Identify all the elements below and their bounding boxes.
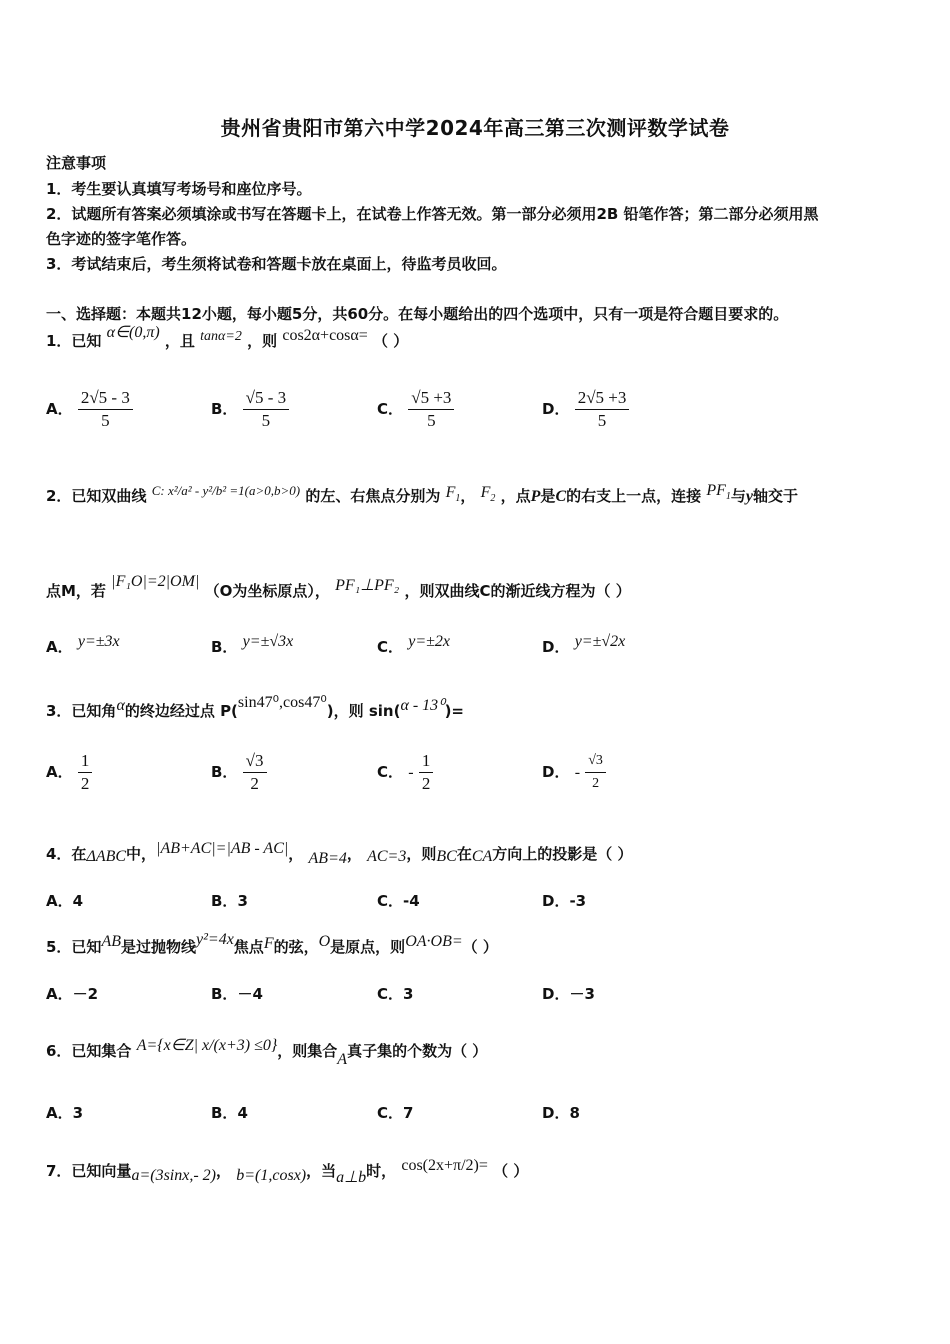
notice-item-2-cont: 色字迹的签字笔作答。 bbox=[46, 230, 197, 248]
option-text: 3 bbox=[403, 985, 414, 1003]
option-label: C． bbox=[377, 892, 404, 910]
q3-option-c[interactable] bbox=[377, 750, 433, 795]
numerator: 1 bbox=[419, 750, 434, 773]
option-label: A． bbox=[46, 763, 73, 781]
q5-blank: （ ） bbox=[462, 938, 498, 956]
q1-num: 1．已知 bbox=[46, 332, 102, 350]
q7-blank: （ ） bbox=[493, 1162, 529, 1180]
denominator: 5 bbox=[101, 411, 110, 430]
numerator: 2√5 - 3 bbox=[78, 387, 133, 410]
option-text: 7 bbox=[403, 1104, 414, 1122]
q6-num: 6．已知集合 bbox=[46, 1042, 132, 1060]
q7-vec-a: a=(3sinx,- 2) bbox=[131, 1167, 217, 1184]
q7-t2: 时， bbox=[366, 1162, 397, 1180]
page-title: 贵州省贵阳市第六中学2024年高三第三次测评数学试卷 bbox=[220, 116, 730, 140]
q5-o: O bbox=[318, 933, 331, 950]
denominator: 2 bbox=[80, 774, 90, 793]
option-label: C． bbox=[377, 638, 404, 656]
q5-option-b[interactable] bbox=[211, 983, 263, 1004]
q2-tail: ，则双曲线C的渐近线方程为（ ） bbox=[404, 582, 631, 600]
question-2: 2．已知双曲线 C: x²/a² - y²/b² =1(a>0,b>0) 的左、右焦点分别为 $F_1$， $F_2$ ，点P是C的右支上一点，连接 $PF_1$与y轴交于 bbox=[46, 482, 799, 505]
q1-option-d[interactable] bbox=[542, 387, 629, 432]
option-text: y=±2x bbox=[408, 633, 451, 650]
option-label: D． bbox=[542, 1104, 570, 1122]
q6-t2: 真子集的个数为（ ） bbox=[347, 1042, 488, 1060]
option-label: C． bbox=[377, 763, 404, 781]
notice-item-3: 3．考试结束后，考生须将试卷和答题卡放在桌面上，待监考员收回。 bbox=[46, 255, 507, 273]
q4-t1: 中， bbox=[126, 845, 157, 863]
q3-c-frac bbox=[419, 750, 434, 795]
q1-c-frac bbox=[408, 387, 454, 432]
q5-option-c[interactable] bbox=[377, 983, 413, 1004]
option-label: D． bbox=[542, 985, 570, 1003]
q6-option-a[interactable] bbox=[46, 1102, 83, 1123]
q5-option-a[interactable] bbox=[46, 983, 98, 1004]
option-text: －3 bbox=[569, 985, 595, 1003]
option-text: －2 bbox=[72, 985, 99, 1003]
option-label: C． bbox=[377, 400, 404, 418]
option-label: B． bbox=[211, 400, 238, 418]
denominator: 5 bbox=[427, 411, 436, 430]
q4-ac: AC=3 bbox=[367, 848, 407, 865]
option-sign: - bbox=[408, 764, 414, 781]
q4-ab: AB=4 bbox=[308, 850, 347, 867]
q6-a: A bbox=[337, 1051, 348, 1068]
option-text: －4 bbox=[237, 985, 263, 1003]
denominator: 2 bbox=[250, 774, 259, 793]
q4-option-d[interactable] bbox=[542, 890, 586, 911]
q2-option-d[interactable] bbox=[542, 633, 626, 657]
q6-t1: ，则集合 bbox=[277, 1042, 338, 1060]
q3-option-b[interactable] bbox=[211, 750, 267, 795]
option-text: 4 bbox=[72, 892, 84, 910]
q4-t4: 方向上的投影是（ ） bbox=[492, 845, 633, 863]
option-label: B． bbox=[211, 892, 238, 910]
q4-option-a[interactable] bbox=[46, 890, 83, 911]
q2-option-b[interactable] bbox=[211, 633, 294, 657]
option-label: D． bbox=[542, 763, 570, 781]
option-text: y=±3x bbox=[77, 633, 120, 650]
q5-t3: 的弦， bbox=[273, 938, 319, 956]
q4-num: 4．在 bbox=[46, 845, 87, 863]
q2-curve: C: x²/a² - y²/b² =1(a>0,b>0) bbox=[151, 483, 301, 498]
q3-d-frac bbox=[585, 750, 606, 795]
q7-perp: a⊥b bbox=[336, 1169, 367, 1186]
q3-alpha: α bbox=[116, 697, 125, 714]
q3-a-frac bbox=[78, 750, 93, 795]
section-heading: 一、选择题：本题共12小题，每小题5分，共60分。在每小题给出的四个选项中，只有一项是符合题目要求的。 bbox=[46, 305, 789, 323]
option-label: C． bbox=[377, 985, 404, 1003]
q2-pf1: $PF_1$ bbox=[706, 482, 731, 503]
question-6 bbox=[46, 1037, 488, 1068]
option-sign: - bbox=[574, 764, 581, 781]
denominator: 2 bbox=[421, 774, 431, 793]
option-text: y=±√2x bbox=[574, 633, 626, 650]
option-label: C． bbox=[377, 1104, 404, 1122]
option-label: B． bbox=[211, 1104, 238, 1122]
q5-t2: 焦点 bbox=[233, 938, 264, 956]
q3-num: 3．已知角 bbox=[46, 702, 117, 720]
q2-option-c[interactable] bbox=[377, 633, 451, 657]
numerator: 1 bbox=[78, 750, 93, 773]
q2-y: y bbox=[745, 488, 754, 505]
q4-option-b[interactable] bbox=[211, 890, 248, 911]
option-text: 4 bbox=[237, 1104, 248, 1122]
q1-cond2: tanα=2 bbox=[200, 329, 242, 344]
q1-d-frac bbox=[575, 387, 630, 432]
option-text: 8 bbox=[569, 1104, 580, 1122]
q2-f2: $F_2$ bbox=[480, 484, 496, 505]
option-label: A． bbox=[46, 400, 73, 418]
notice-item-2: 2．试题所有答案必须填涂或书写在答题卡上，在试卷上作答无效。第一部分必须用2B 铅笔作答；第二部分必须用黑 bbox=[46, 205, 819, 223]
q4-tri: ΔABC bbox=[86, 848, 127, 865]
q1-expr: cos2α+cosα= bbox=[282, 327, 368, 344]
q1-t2: ，则 bbox=[247, 332, 278, 350]
q1-cond1: α∈(0,π) bbox=[106, 324, 160, 341]
q2-num: 2．已知双曲线 bbox=[46, 487, 147, 505]
question-4: 4．在ΔABC中，|AB+AC|=|AB - AC|， AB=4， AC=3，则BC在CA方向上的投影是（ ） bbox=[46, 840, 633, 867]
q4-cond: |AB+AC|=|AB - AC| bbox=[156, 840, 289, 857]
denominator: 5 bbox=[597, 411, 607, 430]
q7-num: 7．已知向量 bbox=[46, 1162, 132, 1180]
q2-origin: （O为坐标原点）， bbox=[204, 582, 330, 600]
q1-option-a[interactable] bbox=[46, 387, 133, 432]
q6-option-d[interactable] bbox=[542, 1102, 580, 1123]
numerator: √3 bbox=[585, 750, 606, 773]
q4-t2: ，则 bbox=[406, 845, 437, 863]
q1-option-c[interactable] bbox=[377, 387, 454, 432]
q5-ab: AB bbox=[101, 933, 121, 950]
option-text: -3 bbox=[569, 892, 587, 910]
question-1 bbox=[46, 324, 409, 351]
question-3 bbox=[46, 694, 465, 721]
notice-item-1: 1．考生要认真填写考场号和座位序号。 bbox=[46, 180, 312, 198]
q5-option-d[interactable] bbox=[542, 983, 595, 1004]
q2-t5: 与 bbox=[730, 487, 746, 505]
q4-t3: 在 bbox=[456, 845, 472, 863]
q1-a-frac bbox=[78, 387, 133, 432]
q4-option-c[interactable] bbox=[377, 890, 420, 911]
q3-option-a[interactable] bbox=[46, 750, 92, 795]
question-2-cont bbox=[46, 573, 631, 601]
q2-point-p: P bbox=[530, 488, 541, 505]
q2-t3: 是 bbox=[540, 487, 556, 505]
q1-blank: （ ） bbox=[373, 332, 409, 350]
q1-option-b[interactable] bbox=[211, 387, 289, 432]
numerator: √5 - 3 bbox=[243, 387, 290, 410]
option-text: 3 bbox=[72, 1104, 84, 1122]
numerator: 2√5 +3 bbox=[575, 387, 630, 410]
q6-option-b[interactable] bbox=[211, 1102, 248, 1123]
q5-t4: 是原点，则 bbox=[330, 938, 406, 956]
q3-arg: α - 13⁰ bbox=[400, 697, 445, 714]
q7-vec-b: b=(1,cosx) bbox=[236, 1167, 307, 1184]
option-label: B． bbox=[211, 985, 238, 1003]
option-text: 3 bbox=[237, 892, 248, 910]
q2-line2-m: 点M，若 bbox=[46, 582, 106, 600]
q2-t1: 的左、右焦点分别为 bbox=[305, 487, 441, 505]
q3-point: sin47⁰,cos47⁰ bbox=[237, 694, 327, 711]
option-text: -4 bbox=[403, 892, 420, 910]
q5-dot: OA·OB= bbox=[405, 933, 463, 950]
option-label: D． bbox=[542, 892, 570, 910]
q3-t2: )，则 sin( bbox=[326, 702, 401, 720]
q7-expr: cos(2x+π/2)= bbox=[401, 1157, 488, 1174]
q2-option-a[interactable] bbox=[46, 633, 120, 657]
option-label: B． bbox=[211, 763, 238, 781]
q2-perp: PF₁⊥PF₂ bbox=[335, 577, 400, 594]
denominator: 5 bbox=[261, 411, 271, 430]
numerator: √3 bbox=[243, 750, 267, 773]
q3-option-d[interactable] bbox=[542, 750, 606, 795]
option-label: D． bbox=[542, 638, 570, 656]
option-label: A． bbox=[46, 892, 73, 910]
option-label: B． bbox=[211, 638, 238, 656]
q3-b-frac bbox=[243, 750, 267, 795]
numerator: √5 +3 bbox=[408, 387, 454, 410]
option-label: A． bbox=[46, 1104, 73, 1122]
question-7: 7．已知向量a=(3sinx,- 2)， b=(1,cosx)，当a⊥b时， cos(2x+π/2)= （ ） bbox=[46, 1157, 529, 1186]
q1-b-frac bbox=[243, 387, 290, 432]
notice-heading: 注意事项 bbox=[46, 154, 107, 172]
q2-t6: 轴交于 bbox=[753, 487, 799, 505]
option-label: A． bbox=[46, 985, 73, 1003]
q2-cond: |F₁O|=2|OM| bbox=[111, 573, 200, 590]
q2-curve-c: C bbox=[555, 488, 567, 505]
q3-t3: )= bbox=[444, 702, 465, 720]
q2-t2: ，点 bbox=[500, 487, 531, 505]
q7-t1: ，当 bbox=[306, 1162, 337, 1180]
q6-option-c[interactable] bbox=[377, 1102, 413, 1123]
option-text: y=±√3x bbox=[242, 633, 294, 650]
option-label: A． bbox=[46, 638, 73, 656]
q3-t1: 的终边经过点 P( bbox=[124, 702, 238, 720]
q5-f: F bbox=[263, 935, 274, 952]
q2-t4: 的右支上一点，连接 bbox=[566, 487, 702, 505]
denominator: 2 bbox=[592, 776, 600, 791]
q5-parabola: y²=4x bbox=[196, 931, 234, 948]
q4-ca: CA bbox=[471, 848, 493, 865]
q5-num: 5．已知 bbox=[46, 938, 102, 956]
option-label: D． bbox=[542, 400, 570, 418]
question-5 bbox=[46, 931, 498, 957]
q6-set: A={x∈Z| x/(x+3) ≤0} bbox=[136, 1037, 278, 1054]
q4-bc: BC bbox=[436, 848, 457, 865]
q1-t1: ，且 bbox=[164, 332, 195, 350]
q5-t1: 是过抛物线 bbox=[120, 938, 196, 956]
q2-f1: $F_1$ bbox=[445, 484, 461, 505]
